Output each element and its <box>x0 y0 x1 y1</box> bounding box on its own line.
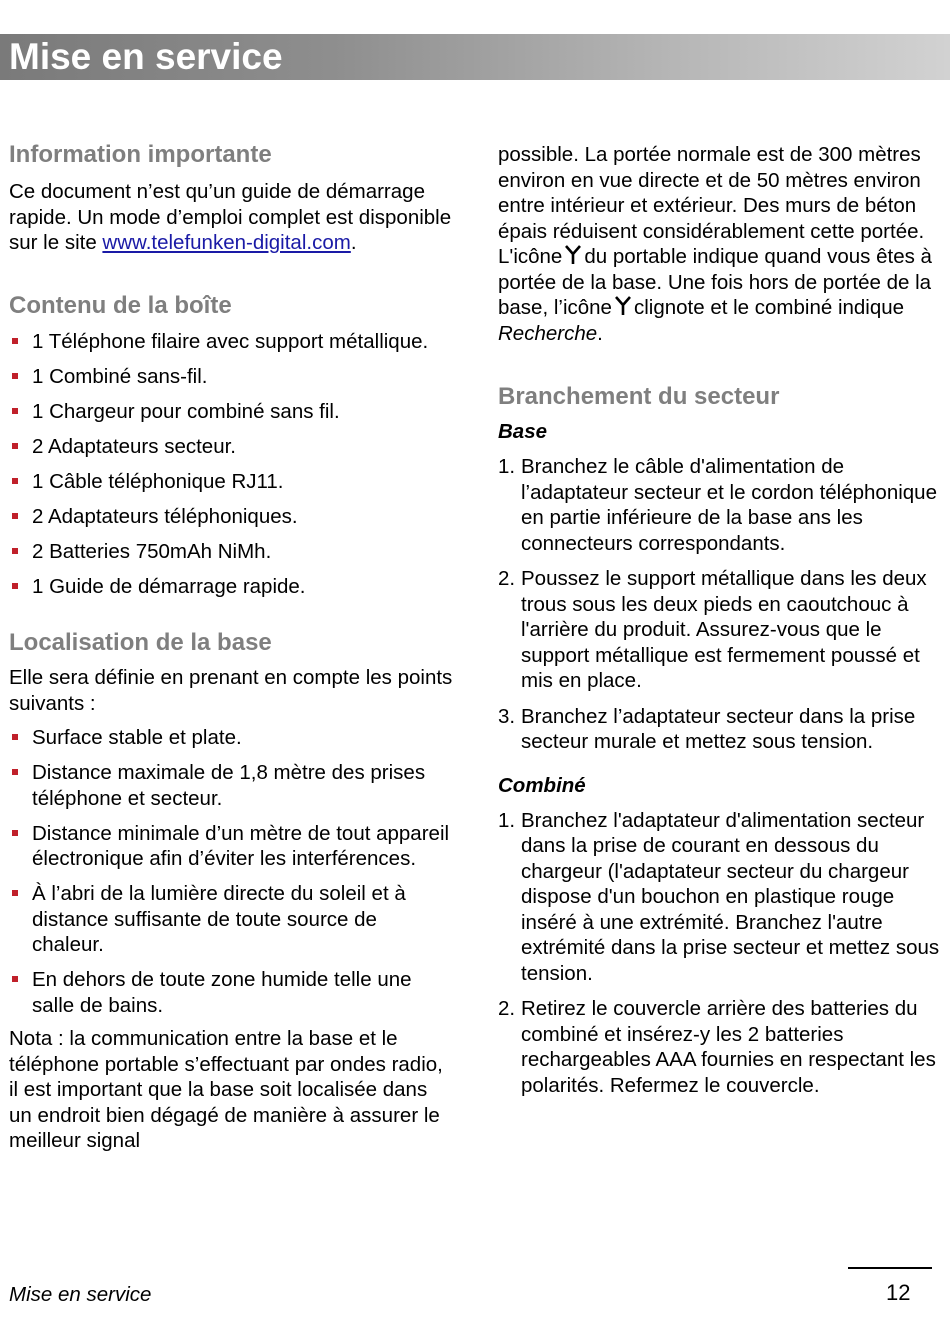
list-item: 1 Téléphone filaire avec support métallique. <box>9 329 454 355</box>
list-item: 2 Batteries 750mAh NiMh. <box>9 539 454 565</box>
list-item: À l’abri de la lumière directe du soleil et à distance suffisante de toute source de chaleur. <box>9 881 454 958</box>
important-heading: Information importante <box>9 141 272 168</box>
box-contents-heading: Contenu de la boîte <box>9 291 232 319</box>
handset-subheading: Combiné <box>498 773 586 797</box>
bullet-square-icon <box>12 890 18 896</box>
left-column <box>9 140 454 1154</box>
important-text-1: Ce document n’est qu’un guide de démarrage rapide. Un mode d’emploi complet est disponible sur le site <box>9 180 452 254</box>
location-criteria-list <box>9 725 454 1018</box>
page-title: Mise en service <box>9 36 283 77</box>
list-item: 1. Branchez le câble d'alimentation de l’adaptateur secteur et le cordon téléphonique en partie inférieure de la base ans les connecteurs correspondants. <box>498 455 937 555</box>
list-item: Surface stable et plate. <box>9 725 454 751</box>
important-text <box>9 179 454 256</box>
list-item: En dehors de toute zone humide telle une salle de bains. <box>9 967 454 1018</box>
list-item: 2. Poussez le support métallique dans les deux trous sous les deux pieds en caoutchouc à l'arrière du produit. Assurez-vous que le support métallique est fermement poussé et mis en place. <box>498 567 927 692</box>
list-item: 1 Câble téléphonique RJ11. <box>9 469 454 495</box>
bullet-square-icon <box>12 830 18 836</box>
list-item: 1 Chargeur pour combiné sans fil. <box>9 399 454 425</box>
website-link[interactable]: www.telefunken-digital.com <box>102 231 351 254</box>
bullet-square-icon <box>12 734 18 740</box>
page-number: 12 <box>886 1280 911 1305</box>
bullet-square-icon <box>12 583 18 589</box>
power-heading: Branchement du secteur <box>498 383 780 410</box>
list-item: 1. Branchez l'adaptateur d'alimentation secteur dans la prise de courant en dessous du chargeur (l'adaptateur secteur du chargeur dispose d'un bouchon en plastique rouge inséré à une extrémité. Branchez l'autre extrémité dans la prise secteur et mettez sous tension. <box>498 808 940 985</box>
base-steps-list <box>498 454 944 755</box>
list-item: 2 Adaptateurs secteur. <box>9 434 454 460</box>
list-item: 3. Branchez l’adaptateur secteur dans la prise secteur murale et mettez sous tension. <box>498 704 916 753</box>
bullet-square-icon <box>12 373 18 379</box>
antenna-signal-icon <box>615 296 631 316</box>
page-header-bar <box>0 34 950 80</box>
footer-section-name: Mise en service <box>9 1283 152 1306</box>
bullet-square-icon <box>12 478 18 484</box>
box-contents-list <box>9 329 454 600</box>
bullet-square-icon <box>12 976 18 982</box>
list-item: 1 Combiné sans-fil. <box>9 364 454 390</box>
location-note-continued: possible. La portée normale est de 300 mètres environ en vue directe et de 50 mètres environ entre intérieur et extérieur. Des murs de béton épais réduisent considérablement cette portée. L'icône du portable indique quand vous êtes à portée de la base. Une fois hors de portée de la base, l’icône clignote et le combiné indique Recherche. <box>498 143 932 345</box>
list-item: 2. Retirez le couvercle arrière des batteries du combiné et insérez-y les 2 batteries rechargeables AAA fournies en respectant les polarités. Refermez le couvercle. <box>498 997 936 1097</box>
right-column <box>498 140 944 1108</box>
location-intro: Elle sera définie en prenant en compte les points suivants : <box>9 666 453 715</box>
base-subheading: Base <box>498 420 548 443</box>
important-text-2: . <box>350 231 357 254</box>
bullet-square-icon <box>12 408 18 414</box>
location-note: Nota : la communication entre la base et le téléphone portable s’effectuant par ondes radio, il est important que la base soit localisée dans un endroit bien dégagé de manière à assurer le meilleur signal <box>9 1027 443 1152</box>
bullet-square-icon <box>12 443 18 449</box>
location-heading: Localisation de la base <box>9 629 272 656</box>
bullet-square-icon <box>12 513 18 519</box>
antenna-signal-icon <box>565 245 581 265</box>
list-item: 1 Guide de démarrage rapide. <box>9 574 454 600</box>
bullet-square-icon <box>12 338 18 344</box>
bullet-square-icon <box>12 548 18 554</box>
footer-rule <box>848 1267 932 1269</box>
handset-steps-list <box>498 808 944 1099</box>
list-item: Distance maximale de 1,8 mètre des prises téléphone et secteur. <box>9 760 454 811</box>
bullet-square-icon <box>12 769 18 775</box>
list-item: 2 Adaptateurs téléphoniques. <box>9 504 454 530</box>
list-item: Distance minimale d’un mètre de tout appareil électronique afin d’éviter les interférences. <box>9 821 454 872</box>
